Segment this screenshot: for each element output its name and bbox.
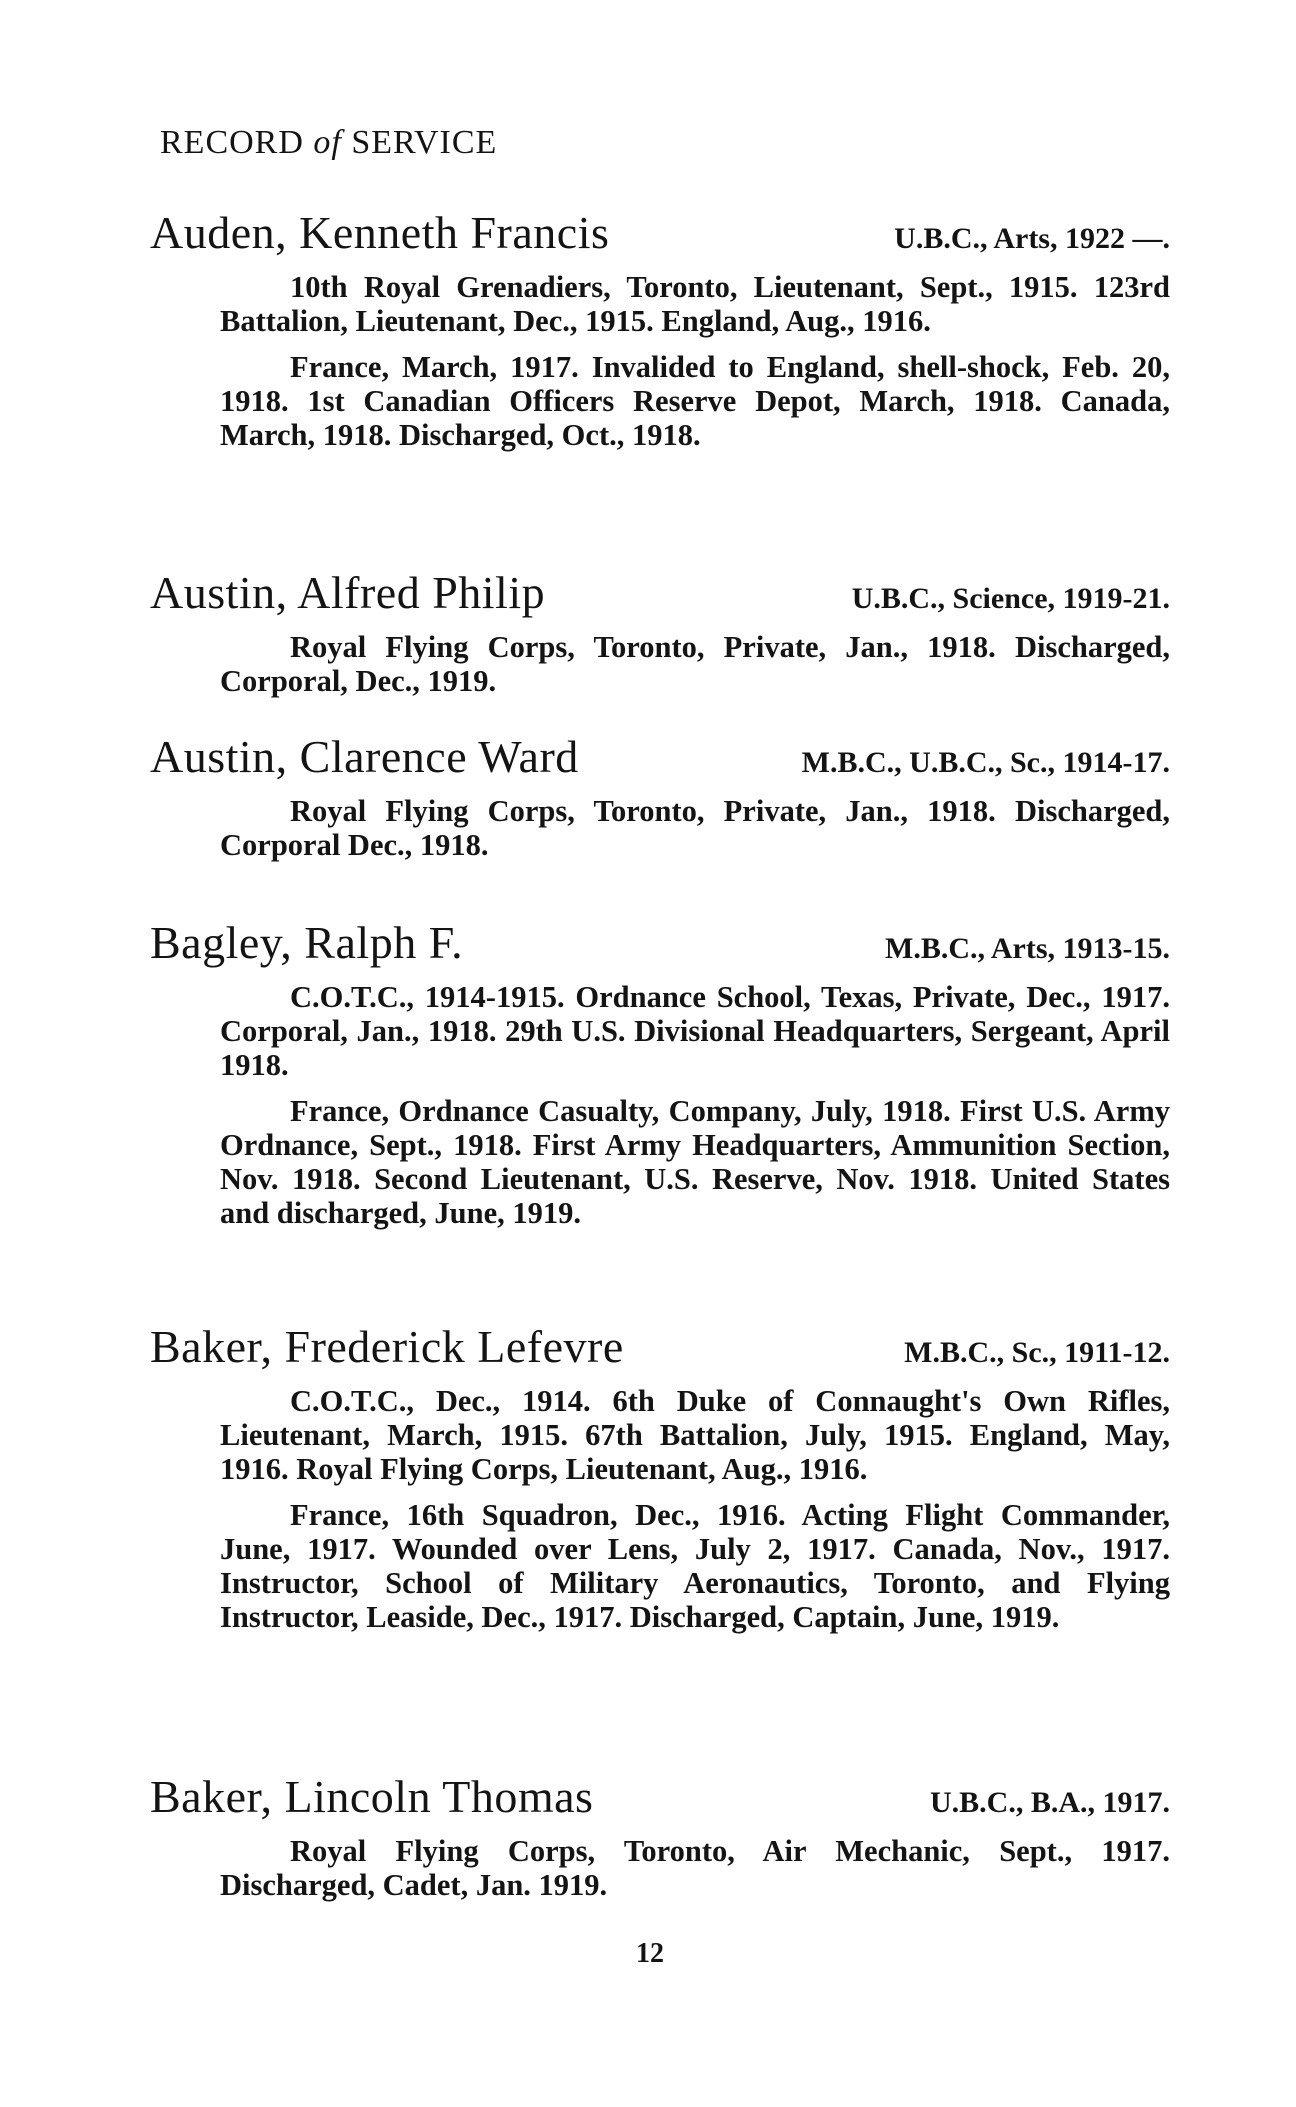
- entry-paragraph: France, Ordnance Casualty, Company, July, 1918. First U.S. Army Ordnance, Sept., 1918. First Army Headquarters, Ammunition Section, Nov. 1918. Second Lieutenant, U.S. Reserve, Nov. 1918. United States and discharged, June, 1919.: [220, 1094, 1170, 1230]
- entry-name: Baker, Lincoln Thomas: [150, 1771, 594, 1822]
- entry-paragraph: 10th Royal Grenadiers, Toronto, Lieutenant, Sept., 1915. 123rd Battalion, Lieutenant, Dec., 1915. England, Aug., 1916.: [220, 270, 1170, 338]
- service-entry: [150, 916, 1170, 1230]
- running-head-record: RECORD: [160, 124, 304, 161]
- service-entry: [150, 566, 1170, 698]
- entry-affiliation: U.B.C., Arts, 1922 —.: [894, 222, 1170, 255]
- entry-affiliation: M.B.C., Arts, 1913-15.: [885, 932, 1170, 965]
- service-entry: [150, 1320, 1170, 1634]
- entry-paragraph: Royal Flying Corps, Toronto, Private, Jan., 1918. Discharged, Corporal Dec., 1918.: [220, 794, 1170, 862]
- entry-paragraph: France, 16th Squadron, Dec., 1916. Acting Flight Commander, June, 1917. Wounded over Lens, July 2, 1917. Canada, Nov., 1917. Instructor, School of Military Aeronautics, Toronto, and Flying Instructor, Leaside, Dec., 1917. Discharged, Captain, June, 1919.: [220, 1498, 1170, 1634]
- entry-name: Austin, Clarence Ward: [150, 731, 579, 782]
- entry-name: Baker, Frederick Lefevre: [150, 1321, 624, 1372]
- running-head: [160, 124, 497, 162]
- entry-affiliation: M.B.C., Sc., 1911-12.: [904, 1336, 1170, 1369]
- page-number: 12: [636, 1938, 664, 1969]
- entry-name: Austin, Alfred Philip: [150, 567, 546, 618]
- entry-paragraph: Royal Flying Corps, Toronto, Private, Jan., 1918. Discharged, Corporal, Dec., 1919.: [220, 630, 1170, 698]
- running-head-service: SERVICE: [351, 124, 498, 161]
- entry-paragraph: C.O.T.C., Dec., 1914. 6th Duke of Connaught's Own Rifles, Lieutenant, March, 1915. 67th Battalion, July, 1915. England, May, 1916. Royal Flying Corps, Lieutenant, Aug., 1916.: [220, 1384, 1170, 1486]
- entry-header: [150, 730, 1170, 784]
- entry-affiliation: M.B.C., U.B.C., Sc., 1914-17.: [801, 746, 1170, 779]
- service-entry: [150, 730, 1170, 862]
- service-entry: [150, 206, 1170, 452]
- running-head-of: of: [313, 124, 342, 161]
- entry-name: Auden, Kenneth Francis: [150, 207, 610, 258]
- entry-header: [150, 1770, 1170, 1824]
- service-entry: [150, 1770, 1170, 1902]
- entry-paragraph: Royal Flying Corps, Toronto, Air Mechanic, Sept., 1917. Discharged, Cadet, Jan. 1919.: [220, 1834, 1170, 1902]
- entry-header: [150, 916, 1170, 970]
- entry-affiliation: U.B.C., Science, 1919-21.: [851, 582, 1170, 615]
- entry-header: [150, 566, 1170, 620]
- entry-header: [150, 206, 1170, 260]
- entry-name: Bagley, Ralph F.: [150, 917, 464, 968]
- entry-paragraph: C.O.T.C., 1914-1915. Ordnance School, Texas, Private, Dec., 1917. Corporal, Jan., 1918. 29th U.S. Divisional Headquarters, Sergeant, April 1918.: [220, 980, 1170, 1082]
- entry-header: [150, 1320, 1170, 1374]
- entry-paragraph: France, March, 1917. Invalided to England, shell-shock, Feb. 20, 1918. 1st Canadian Officers Reserve Depot, March, 1918. Canada, March, 1918. Discharged, Oct., 1918.: [220, 350, 1170, 452]
- entry-affiliation: U.B.C., B.A., 1917.: [929, 1786, 1170, 1819]
